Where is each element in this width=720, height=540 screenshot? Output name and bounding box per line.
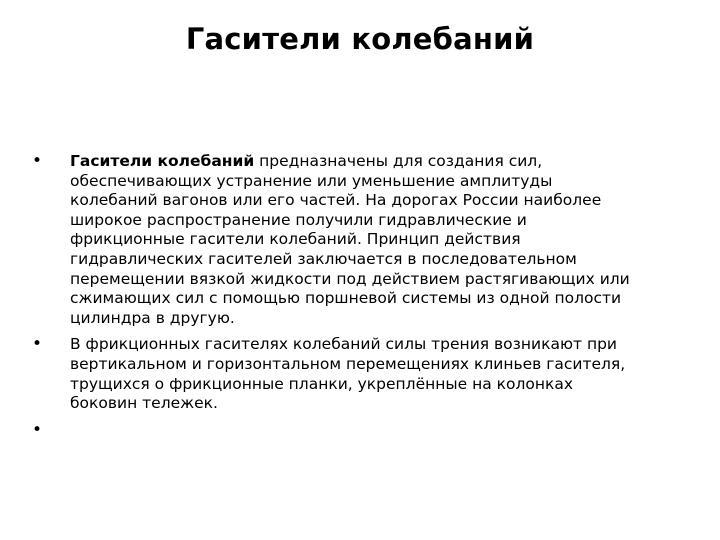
bullet-text-line: боковин тележек. — [70, 394, 218, 413]
bullet-text-line: широкое распространение получили гидравлические и — [70, 210, 527, 229]
bullet-marker: • — [32, 419, 43, 440]
bullet-text-line: сжимающих сил с помощью поршневой системы из одной полости — [70, 289, 622, 308]
bullet-item-3-empty — [32, 421, 692, 441]
bullet-text-line: колебаний вагонов или его частей. На дорогах России наиболее — [70, 191, 602, 210]
bullet-text-line: гидравлических гасителей заключается в последовательном — [70, 249, 577, 268]
bullet-marker: • — [32, 151, 43, 171]
bullet-text-line: В фрикционных гасителях колебаний силы трения возникают при — [70, 335, 617, 354]
bullet-text-line: цилиндра в другую. — [70, 308, 235, 327]
bullet-text-line: трущихся о фрикционные планки, укреплённые на колонках — [70, 374, 574, 393]
bullet-marker: • — [32, 334, 43, 355]
bullet-text-line — [70, 152, 692, 172]
bullet-text-line: обеспечивающих устранение или уменьшение амплитуды — [70, 171, 553, 190]
empty-bullet-text — [70, 421, 692, 441]
bullet-text-line: вертикальном и горизонтальном перемещениях клиньев гасителя, — [70, 354, 626, 373]
bullet-item-2 — [32, 335, 692, 413]
bullet-text-segment: предназначены для создания сил, — [254, 152, 543, 170]
bullet-list — [32, 152, 692, 447]
bullet-text-line: фрикционные гасители колебаний. Принцип действия — [70, 230, 521, 249]
slide-title: Гасители колебаний — [185, 22, 535, 56]
bullet-text-line: перемещении вязкой жидкости под действием растягивающих или — [70, 269, 630, 288]
bold-term: Гасители колебаний — [70, 152, 255, 170]
bullet-item-1 — [32, 152, 692, 328]
